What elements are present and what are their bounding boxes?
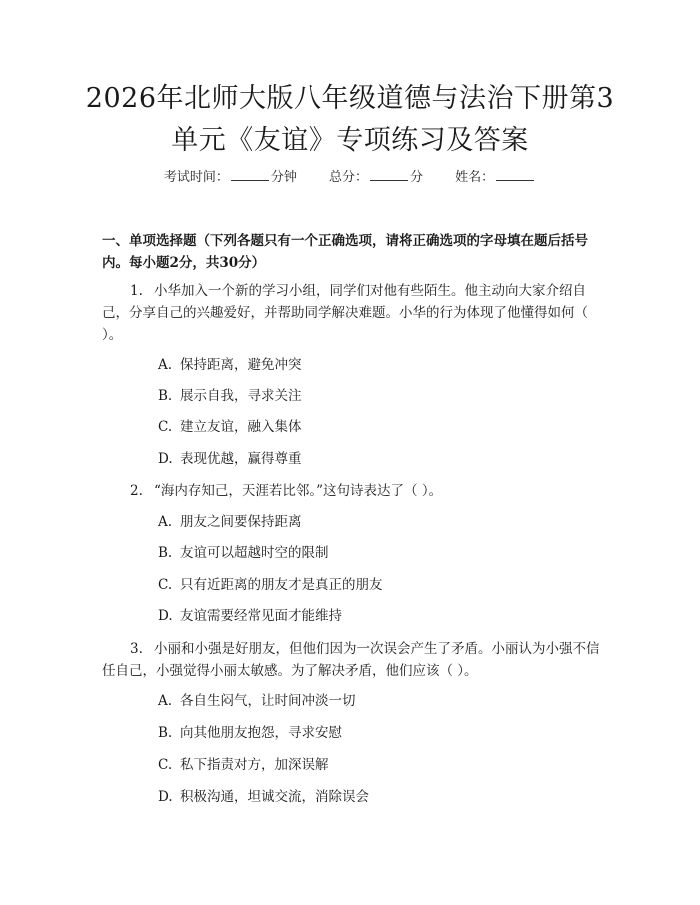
student-name-field — [455, 170, 536, 185]
student-name-label: 姓名： — [455, 170, 495, 185]
question-number: 1. — [130, 283, 143, 299]
question-text: 小丽和小强是好朋友，但他们因为一次误会产生了矛盾。小丽认为小强不信任自己，小强觉得小丽太敏感。为了解决矛盾，他们应该（ ）。 — [102, 641, 600, 679]
question-number: 2. — [130, 483, 143, 499]
exam-meta — [0, 166, 700, 185]
page-title — [40, 78, 660, 162]
total-score-blank — [370, 168, 408, 181]
option-letter: D. — [158, 608, 173, 624]
question-2 — [102, 480, 602, 502]
option-letter: B. — [158, 725, 173, 741]
option-text: 展示自我，寻求关注 — [180, 388, 302, 404]
option-letter: A. — [158, 357, 173, 373]
question-3-option-a — [158, 691, 356, 711]
total-score-label: 总分： — [328, 170, 368, 185]
question-2-option-a — [158, 512, 302, 532]
question-text: 小华加入一个新的学习小组，同学们对他有些陌生。他主动向大家介绍自己，分享自己的兴趣爱好，并帮助同学解决难题。小华的行为体现了他懂得如何（ ）。 — [102, 283, 588, 343]
question-1-option-b — [158, 386, 302, 406]
question-2-option-c — [158, 575, 383, 595]
total-score-field — [329, 170, 427, 185]
option-text: 朋友之间要保持距离 — [180, 514, 302, 530]
option-letter: C. — [158, 757, 173, 773]
option-text: 友谊需要经常见面才能维持 — [180, 608, 342, 624]
question-3-option-b — [158, 723, 342, 743]
question-1-option-a — [158, 355, 302, 375]
question-3-option-d — [158, 787, 369, 807]
exam-time-unit: 分钟 — [270, 170, 297, 185]
option-text: 向其他朋友抱怨，寻求安慰 — [180, 725, 342, 741]
option-letter: D. — [158, 789, 173, 805]
option-text: 建立友谊，融入集体 — [180, 419, 302, 435]
exam-time-field — [164, 170, 301, 185]
option-text: 保持距离，避免冲突 — [180, 357, 302, 373]
question-1-option-d — [158, 449, 302, 469]
option-text: 各自生闷气，让时间冲淡一切 — [180, 693, 356, 709]
question-3 — [102, 638, 602, 682]
question-text: “海内存知己，天涯若比邻。”这句诗表达了（ ）。 — [154, 483, 443, 499]
option-letter: A. — [158, 693, 173, 709]
option-text: 私下指责对方，加深误解 — [180, 757, 329, 773]
question-2-option-b — [158, 543, 329, 563]
question-1 — [102, 280, 602, 346]
option-letter: B. — [158, 388, 173, 404]
option-letter: C. — [158, 419, 173, 435]
question-1-option-c — [158, 417, 302, 437]
option-text: 积极沟通，坦诚交流，消除误会 — [180, 789, 369, 805]
option-text: 表现优越，赢得尊重 — [180, 451, 302, 467]
option-text: 友谊可以超越时空的限制 — [180, 545, 329, 561]
option-letter: C. — [158, 577, 173, 593]
option-letter: B. — [158, 545, 173, 561]
title-line-2: 单元《友谊》专项练习及答案 — [171, 125, 529, 156]
option-text: 只有近距离的朋友才是真正的朋友 — [180, 577, 383, 593]
total-score-unit: 分 — [410, 170, 424, 185]
section-heading: 一、单项选择题（下列各题只有一个正确选项，请将正确选项的字母填在题后括号内。每小题2分，共30分） — [102, 233, 588, 271]
exam-time-blank — [231, 168, 269, 181]
student-name-blank — [496, 168, 534, 181]
option-letter: D. — [158, 451, 173, 467]
question-3-option-c — [158, 755, 329, 775]
question-2-option-d — [158, 606, 342, 626]
question-number: 3. — [130, 641, 143, 657]
exam-time-label: 考试时间： — [163, 170, 229, 185]
title-line-1: 2026年北师大版八年级道德与法治下册第3 — [85, 83, 615, 114]
option-letter: A. — [158, 514, 173, 530]
